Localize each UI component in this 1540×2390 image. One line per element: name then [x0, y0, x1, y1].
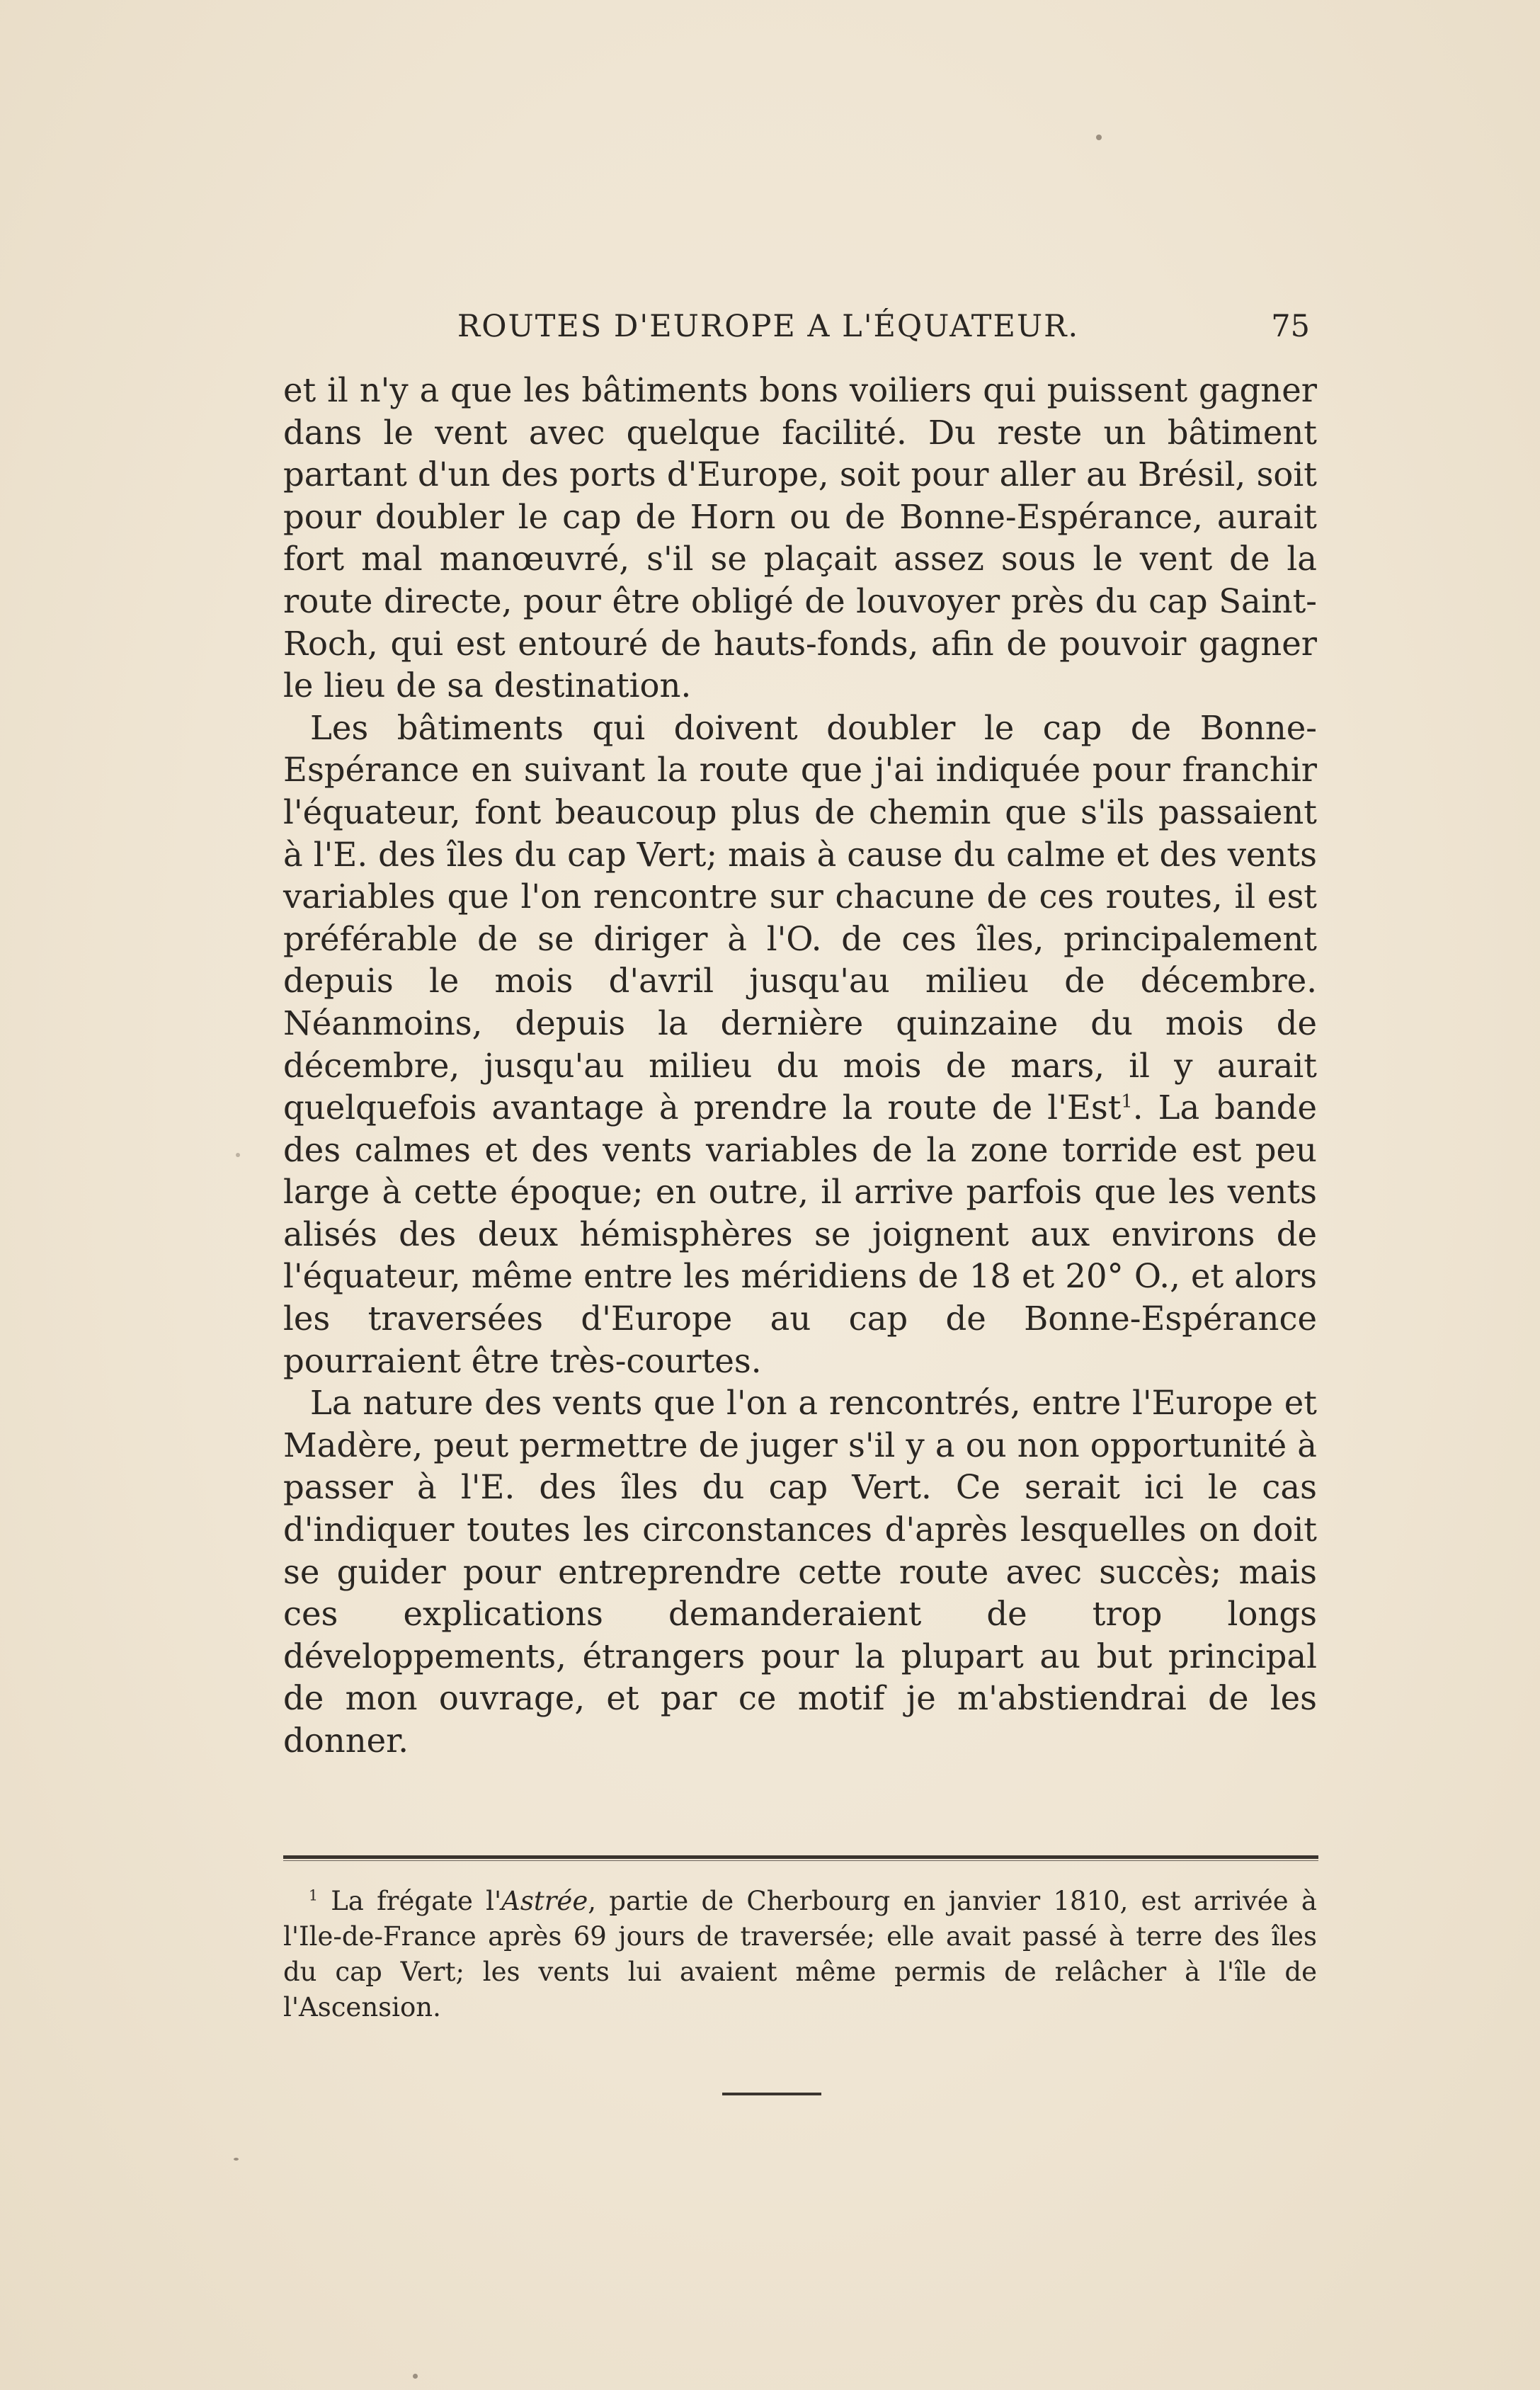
footnote-reference: 1 [1121, 1091, 1133, 1113]
paragraph-text: Les bâtiments qui doivent doubler le cap de Bonne-Espérance en suivant la route que j'ai indiquée pour franchir l'équateur, font beaucoup plus de chemin que s'ils passaient à l'E. des îles du cap Vert; mais à cause du calme et des vents variables que l'on rencontre sur chacune de ces routes, il est préférable de se diriger à l'O. de ces îles, principalement depuis le mois d'avril jusqu'au milieu de décembre. Néanmoins, depuis la dernière quinzaine du mois de décembre, jusqu'au milieu du mois de mars, il y aurait quelquefois avantage à prendre la route de l'Est [283, 708, 1317, 1127]
paragraph: La nature des vents que l'on a rencontrés, entre l'Europe et Madère, peut permettre de juger s'il y a ou non opportunité à passer à l'E. des îles du cap Vert. Ce serait ici le cas d'indiquer toutes les circonstances d'après lesquelles on doit se guider pour entreprendre cette route avec succès; mais ces explications demanderaient de trop longs développements, étrangers pour la plupart au but principal de mon ouvrage, et par ce motif je m'abstiendrai de les donner. [283, 1384, 1317, 1760]
running-title: ROUTES D'EUROPE A L'ÉQUATEUR. [457, 309, 1080, 344]
footnote-text-after: , partie de Cherbourg en janvier 1810, est arrivée à l'Ile-de-France après 69 jours de traversée; elle avait passé à terre des îles du cap Vert; les vents lui avaient même permis de relâcher à l'île de l'Ascension. [283, 1886, 1317, 2022]
footnote [283, 1884, 1317, 2025]
ship-name: Astrée [501, 1886, 588, 1916]
footnote-separator-thin [283, 1860, 1318, 1861]
footnote-marker: 1 [309, 1887, 318, 1904]
paper-speck [1096, 135, 1102, 140]
paragraph: Les bâtiments qui doivent doubler le cap de Bonne-Espérance en suivant la route que j'ai indiquée pour franchir l'équateur, font beaucoup plus de chemin que s'ils passaient à l'E. des îles du cap Vert; mais à cause du calme et des vents variables que l'on rencontre sur chacune de ces routes, il est préférable de se diriger à l'O. de ces îles, principalement depuis le mois d'avril jusqu'au milieu de décembre. Néanmoins, depuis la dernière quinzaine du mois de décembre, jusqu'au milieu du mois de mars, il y aurait quelquefois avantage à prendre la route de l'Est$^1$. La bande des calmes et des vents variables de la zone torride est peu large à cette époque; en outre, il arrive parfois que les vents alisés des deux hémisphères se joignent aux environs de l'équateur, même entre les méridiens de 18 et 20° O., et alors les traversées d'Europe au cap de Bonne-Espérance pourraient être très-courtes. [283, 708, 1317, 1380]
paragraph-text: La bande des calmes et des vents variables de la zone torride est peu large à cette époque; en outre, il arrive parfois que les vents alisés des deux hémisphères se joignent aux environs de l'équateur, même entre les méridiens de 18 et 20° O., et alors les traversées d'Europe au cap de Bonne-Espérance pourraient être très-courtes. [283, 1088, 1317, 1380]
paragraph: et il n'y a que les bâtiments bons voiliers qui puissent gagner dans le vent avec quelque facilité. Du reste un bâtiment partant d'un des ports d'Europe, soit pour aller au Brésil, soit pour doubler le cap de Horn ou de Bonne-Espérance, aurait fort mal manœuvré, s'il se plaçait assez sous le vent de la route directe, pour être obligé de louvoyer près du cap Saint-Roch, qui est entouré de hauts-fonds, afin de pouvoir gagner le lieu de sa destination. [283, 371, 1317, 705]
page-number: 75 [1271, 309, 1310, 344]
footnote-separator [283, 1855, 1318, 1859]
main-text [283, 370, 1317, 1763]
end-ornament-rule [722, 2093, 821, 2095]
paper-speck [236, 1153, 240, 1157]
page-header [283, 309, 1310, 351]
footnote-text [283, 1884, 1317, 2025]
footnote-text-before: La frégate l' [331, 1886, 502, 1916]
paper-speck [234, 2158, 239, 2161]
paper-speck [413, 2374, 418, 2379]
